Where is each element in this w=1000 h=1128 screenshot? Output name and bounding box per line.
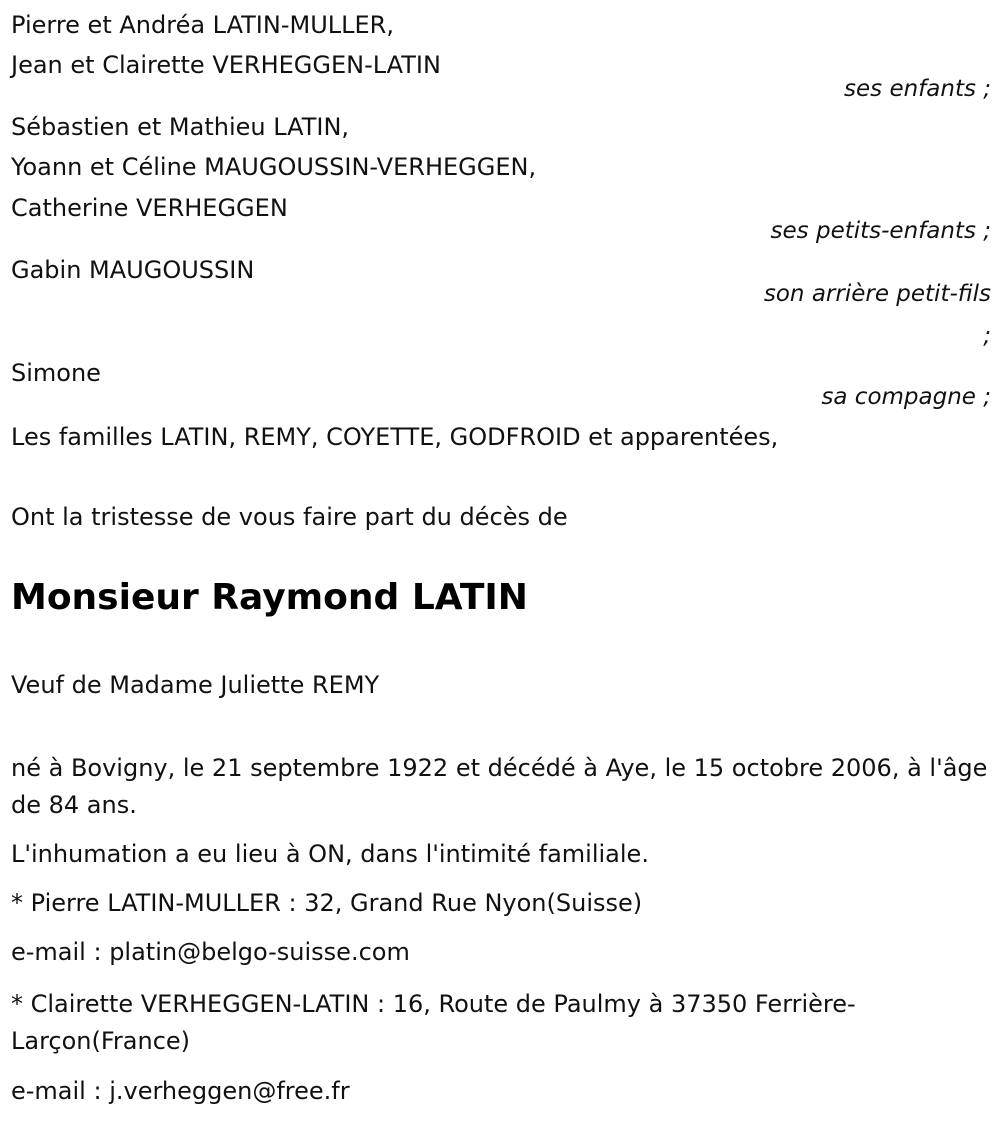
companion-name: Simone [11, 359, 101, 387]
grandchildren-role: ses petits-enfants ; [770, 218, 991, 244]
families-line: Les familles LATIN, REMY, COYETTE, GODFROID et apparentées, [11, 423, 779, 451]
announcement-line: Ont la tristesse de vous faire part du décès de [11, 503, 568, 531]
pierre-address: * Pierre LATIN-MULLER : 32, Grand Rue Nyon(Suisse) [11, 889, 643, 917]
grandchild-line-2: Yoann et Céline MAUGOUSSIN-VERHEGGEN, [11, 153, 537, 181]
child-line-1: Pierre et Andréa LATIN-MULLER, [11, 11, 394, 39]
pierre-email[interactable]: e-mail : platin@belgo-suisse.com [11, 938, 410, 966]
great-grandchild-role-end: ; [983, 323, 991, 349]
birth-death-paragraph: né à Bovigny, le 21 septembre 1922 et décédé à Aye, le 15 octobre 2006, à l'âge de 84 ans. [11, 754, 988, 819]
child-line-2: Jean et Clairette VERHEGGEN-LATIN [11, 51, 441, 79]
burial-line: L'inhumation a eu lieu à ON, dans l'intimité familiale. [11, 840, 649, 868]
widower-line: Veuf de Madame Juliette REMY [11, 671, 380, 699]
companion-role: sa compagne ; [821, 384, 991, 410]
grandchild-line-3: Catherine VERHEGGEN [11, 194, 288, 222]
grandchild-line-1: Sébastien et Mathieu LATIN, [11, 113, 350, 141]
deceased-name: Monsieur Raymond LATIN [11, 577, 528, 618]
clairette-address: * Clairette VERHEGGEN-LATIN : 16, Route de Paulmy à 37350 Ferrière-Larçon(France) [11, 990, 856, 1055]
great-grandchild-name: Gabin MAUGOUSSIN [11, 256, 255, 284]
clairette-email[interactable]: e-mail : j.verheggen@free.fr [11, 1077, 350, 1105]
children-role: ses enfants ; [844, 76, 991, 102]
great-grandchild-role: son arrière petit-fils [763, 281, 991, 307]
